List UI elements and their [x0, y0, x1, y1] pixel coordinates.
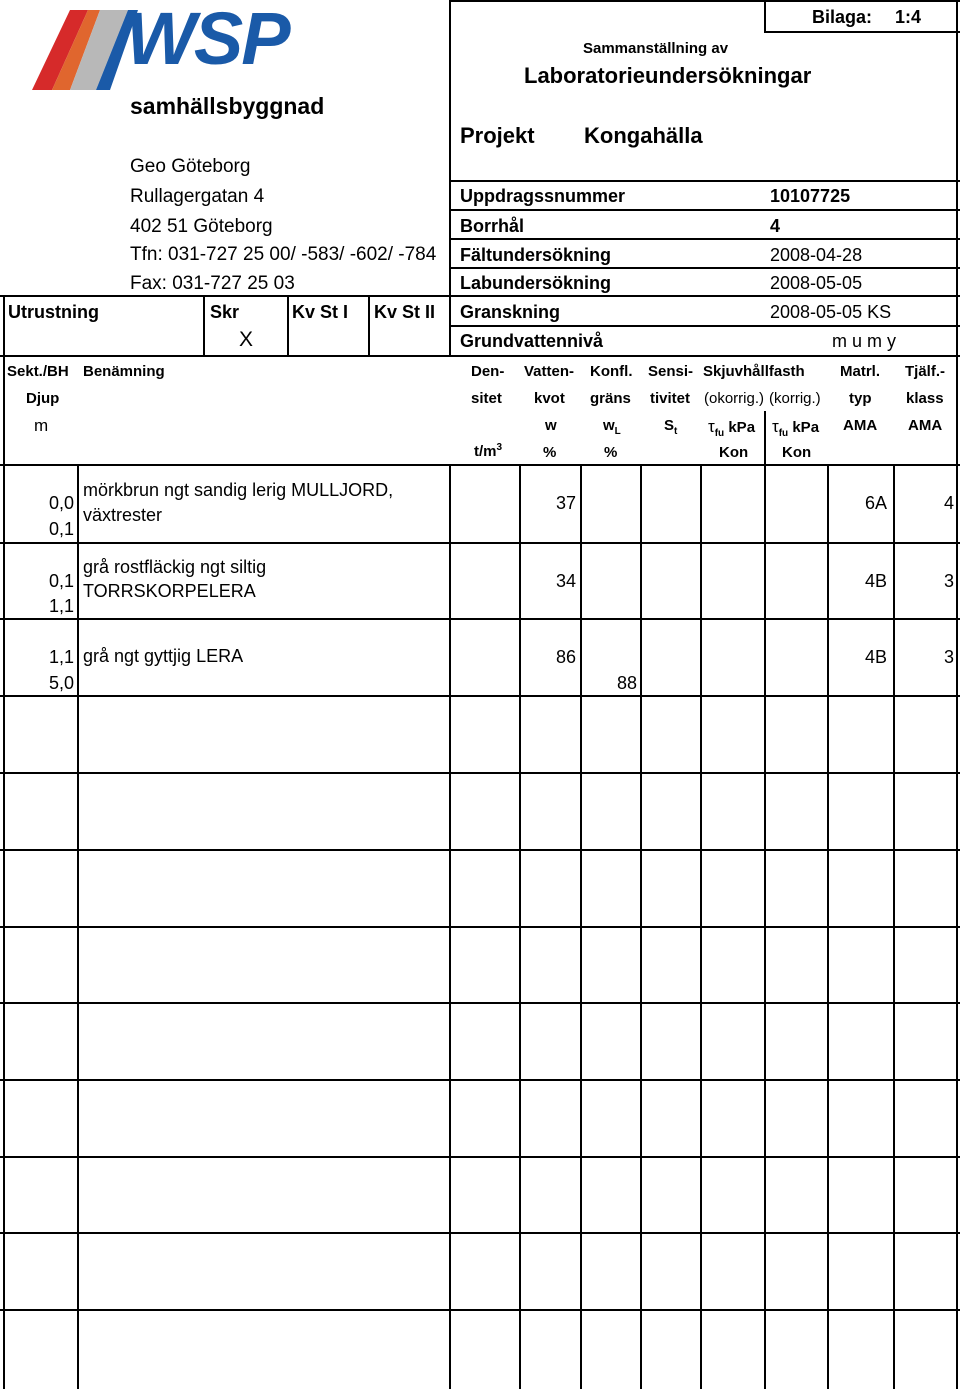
col-line-densitet	[449, 464, 451, 1389]
row2-matrl: 4B	[864, 571, 887, 591]
skjuv-split	[764, 411, 766, 464]
row-line-9	[0, 1156, 960, 1158]
hdr-matrl-2: typ	[849, 390, 872, 407]
tau-symbol-2: τ	[772, 417, 779, 436]
info-label-falt: Fältundersökning	[460, 245, 612, 265]
line-header-bottom	[0, 464, 960, 466]
hdr-densitet-2: sitet	[471, 390, 502, 407]
row2-desc2: TORRSKORPELERA	[83, 581, 256, 601]
col-line-korrig	[764, 464, 766, 1389]
hdr-m: m	[34, 416, 49, 435]
project-value: Kongahälla	[584, 123, 703, 148]
hdr-kon-2: Kon	[782, 444, 812, 461]
hdr-sensi-st	[664, 417, 677, 437]
hdr-tjalf-2: klass	[906, 390, 944, 407]
line-info-2	[449, 209, 960, 211]
hdr-densitet-unit	[474, 442, 502, 460]
hdr-vatten-1: Vatten-	[524, 363, 575, 380]
info-label-grundvatten: Grundvattennivå	[460, 331, 604, 351]
info-value-granskning: 2008-05-05 KS	[770, 302, 892, 322]
info-value-borrhal: 4	[770, 216, 781, 236]
col-line-skjuv	[700, 464, 702, 1389]
hdr-tjalf-3: AMA	[908, 417, 943, 434]
row3-w: 86	[555, 647, 576, 667]
hdr-densitet-unit-base: t/m	[474, 443, 497, 460]
line-header-top	[0, 355, 960, 357]
equipment-mark: X	[239, 328, 254, 351]
tau-sub-2: fu	[778, 428, 789, 439]
col-line-konfl	[580, 464, 582, 1389]
row-line-11	[0, 1309, 960, 1311]
hdr-konfl-2: gräns	[590, 390, 631, 407]
row-line-5	[0, 849, 960, 851]
row3-desc1: grå ngt gyttjig LERA	[83, 646, 244, 666]
equipment-kvst2: Kv St II	[374, 302, 436, 322]
hdr-vatten-pct: %	[543, 444, 557, 461]
info-value-falt: 2008-04-28	[770, 245, 863, 265]
row2-w: 34	[555, 571, 576, 591]
hdr-konfl-1: Konfl.	[590, 363, 633, 380]
line-info-4	[449, 267, 960, 269]
hdr-skjuv: Skjuvhållfasth	[703, 363, 805, 380]
hdr-kon-1: Kon	[719, 444, 749, 461]
info-label-borrhal: Borrhål	[460, 216, 525, 236]
col-line-sensi	[640, 464, 642, 1389]
hdr-tau-okorrig	[708, 417, 755, 439]
company-street: Rullagergatan 4	[130, 186, 265, 207]
hdr-sensi-t: t	[674, 426, 678, 437]
row3-depth-from: 1,1	[48, 647, 74, 667]
hdr-djup: Djup	[26, 390, 60, 407]
hdr-sekt: Sekt./BH	[7, 363, 69, 380]
row2-desc1: grå rostfläckig ngt siltig	[83, 557, 267, 577]
company-city: 402 51 Göteborg	[130, 216, 273, 237]
line-info-1	[449, 180, 960, 182]
col-line-vatten	[519, 464, 521, 1389]
logo-text: WSP	[126, 0, 289, 80]
hdr-korrig: (korrig.)	[769, 390, 821, 407]
row-line-1	[0, 542, 960, 544]
hdr-vatten-2: kvot	[534, 390, 565, 407]
hdr-konfl-wl	[603, 417, 621, 437]
col-line-tjalf	[893, 464, 895, 1389]
attachment-label: Bilaga:	[812, 7, 873, 27]
row1-desc1: mörkbrun ngt sandig lerig MULLJORD,	[83, 480, 394, 500]
hdr-okorrig: (okorrig.)	[704, 390, 765, 407]
col-line-matrl	[827, 464, 829, 1389]
hdr-tjalf-1: Tjälf.-	[905, 363, 945, 380]
hdr-konfl-pct: %	[604, 444, 618, 461]
row1-tjalf: 4	[943, 493, 954, 513]
info-label-lab: Labundersökning	[460, 273, 612, 293]
title-small: Sammanställning av	[583, 40, 729, 57]
hdr-densitet-1: Den-	[471, 363, 505, 380]
company-office: Geo Göteborg	[130, 156, 251, 177]
hdr-konfl-l: L	[614, 426, 621, 437]
hdr-sensi-s: S	[664, 417, 675, 434]
attachment-value: 1:4	[895, 7, 922, 27]
row1-depth-from: 0,0	[48, 493, 74, 513]
project-label: Projekt	[460, 123, 535, 148]
info-value-lab: 2008-05-05	[770, 273, 863, 293]
row3-tjalf: 3	[943, 647, 954, 667]
col-line-benamning	[77, 464, 79, 1389]
company-fax: Fax: 031-727 25 03	[130, 273, 295, 294]
hdr-benamning: Benämning	[83, 363, 165, 380]
row-line-7	[0, 1002, 960, 1004]
row3-wl: 88	[616, 673, 637, 693]
equip-v2	[203, 295, 205, 357]
row1-w: 37	[555, 493, 576, 513]
hdr-vatten-w: w	[545, 417, 557, 434]
hdr-sensi-2: tivitet	[650, 390, 691, 407]
hdr-tau-korrig	[772, 417, 819, 439]
equip-v3	[287, 295, 289, 357]
info-value-grundvatten: m u m y	[832, 331, 897, 351]
border-top	[449, 0, 960, 2]
row3-depth-to: 5,0	[48, 673, 74, 693]
bilaga-bottom	[764, 31, 960, 33]
row-line-6	[0, 926, 960, 928]
logo-mark-icon	[30, 2, 140, 94]
info-label-uppdrag: Uppdragssnummer	[460, 186, 626, 206]
row-line-8	[0, 1079, 960, 1081]
equipment-kvst1: Kv St I	[292, 302, 349, 322]
hdr-sensi-1: Sensi-	[648, 363, 694, 380]
tau-unit-2: kPa	[792, 419, 820, 436]
company-phone: Tfn: 031-727 25 00/ -583/ -602/ -784	[130, 244, 437, 265]
wsp-logo	[30, 2, 330, 94]
info-label-granskning: Granskning	[460, 302, 561, 322]
row2-depth-to: 1,1	[48, 596, 74, 616]
line-equipment-top	[0, 295, 960, 297]
row-line-3	[0, 695, 960, 697]
hdr-matrl-3: AMA	[843, 417, 878, 434]
tau-unit-1: kPa	[728, 419, 756, 436]
hdr-konfl-w: w	[603, 417, 615, 434]
line-granskning	[449, 325, 960, 327]
info-value-uppdrag: 10107725	[770, 186, 851, 206]
equip-v4	[368, 295, 370, 357]
row-line-10	[0, 1232, 960, 1234]
row1-matrl: 6A	[864, 493, 887, 513]
tau-symbol-1: τ	[708, 417, 715, 436]
line-info-3	[449, 238, 960, 240]
company-division: samhällsbyggnad	[130, 93, 325, 119]
equip-v1	[3, 295, 5, 1389]
bilaga-left	[764, 0, 766, 33]
row1-depth-to: 0,1	[48, 519, 74, 539]
hdr-matrl-1: Matrl.	[840, 363, 881, 380]
row1-desc2: växtrester	[83, 505, 163, 525]
row-line-2	[0, 618, 960, 620]
row3-matrl: 4B	[864, 647, 887, 667]
hdr-densitet-unit-exp: 3	[496, 442, 503, 453]
row-line-4	[0, 772, 960, 774]
page-title: Laboratorieundersökningar	[524, 63, 812, 88]
equipment-skr: Skr	[210, 302, 240, 322]
row2-tjalf: 3	[943, 571, 954, 591]
row2-depth-from: 0,1	[48, 571, 74, 591]
tau-sub-1: fu	[714, 428, 725, 439]
title-block-left	[449, 0, 451, 356]
equipment-label: Utrustning	[8, 302, 99, 322]
